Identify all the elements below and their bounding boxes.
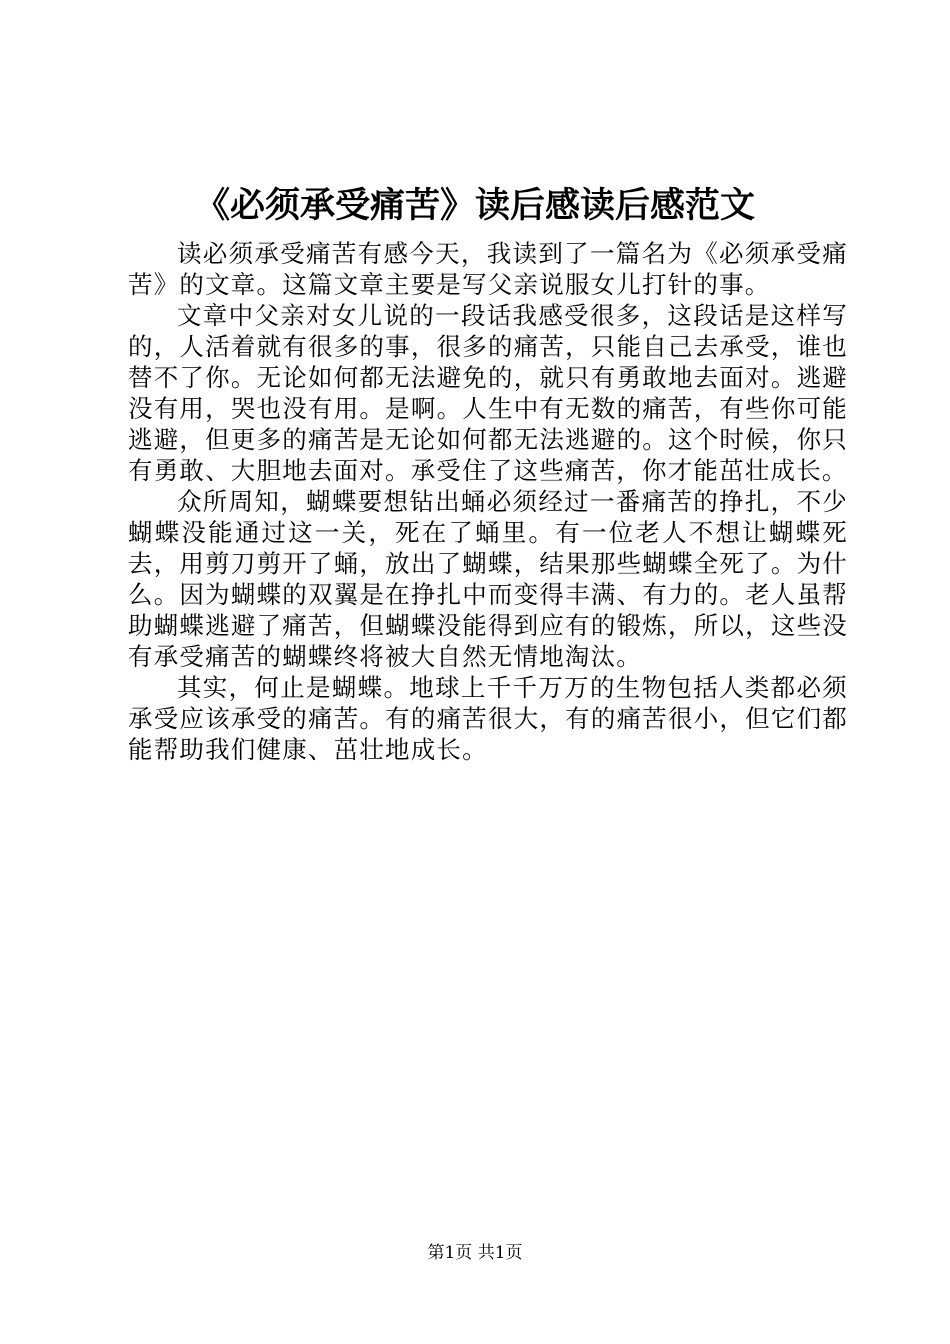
document-body	[128, 238, 848, 765]
paragraph: 文章中父亲对女儿说的一段话我感受很多，这段话是这样写的，人活着就有很多的事，很多的痛苦，只能自己去承受，谁也替不了你。无论如何都无法避免的，就只有勇敢地去面对。逃避没有用，哭也没有用。是啊。人生中有无数的痛苦，有些你可能逃避，但更多的痛苦是无论如何都无法逃避的。这个时候，你只有勇敢、大胆地去面对。承受住了这些痛苦，你才能茁壮成长。	[128, 301, 848, 485]
paragraph: 众所周知，蝴蝶要想钻出蛹必须经过一番痛苦的挣扎，不少蝴蝶没能通过这一关，死在了蛹里。有一位老人不想让蝴蝶死去，用剪刀剪开了蛹，放出了蝴蝶，结果那些蝴蝶全死了。为什么。因为蝴蝶的双翼是在挣扎中而变得丰满、有力的。老人虽帮助蝴蝶逃避了痛苦，但蝴蝶没能得到应有的锻炼，所以，这些没有承受痛苦的蝴蝶终将被大自然无情地淘汰。	[128, 487, 848, 671]
page-footer: 第1页 共1页	[427, 1243, 523, 1263]
document-title: 《必须承受痛苦》读后感读后感范文	[194, 185, 755, 226]
paragraph: 读必须承受痛苦有感今天，我读到了一篇名为《必须承受痛苦》的文章。这篇文章主要是写父亲说服女儿打针的事。	[128, 239, 848, 299]
paragraph: 其实，何止是蝴蝶。地球上千千万万的生物包括人类都必须承受应该承受的痛苦。有的痛苦很大，有的痛苦很小，但它们都能帮助我们健康、茁壮地成长。	[128, 673, 848, 764]
